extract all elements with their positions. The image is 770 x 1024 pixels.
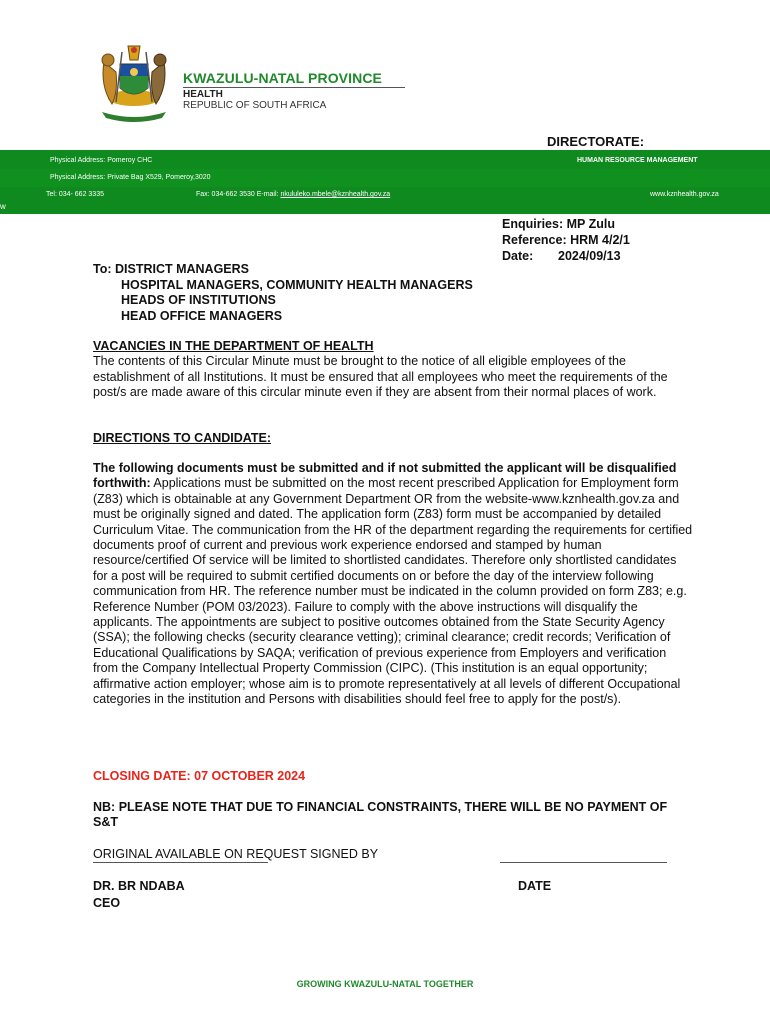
telephone: Tel: 034- 662 3335	[46, 191, 104, 198]
directorate-name: HUMAN RESOURCE MANAGEMENT	[577, 157, 698, 164]
signature-line	[93, 862, 268, 863]
date-value: 2024/09/13	[558, 249, 621, 263]
fax-label: Fax: 034-662 3530 E-mail:	[196, 191, 281, 198]
directions-body: Applications must be submitted on the most recent prescribed Application for Employment form (Z83) which is obtainable at any Government Department OR from the website-www.kznhealth.gov.za and must be originally signed and dated. The application form (Z83) form must be accompanied by detailed Curriculum Vitae. The communication from the HR of the department regarding the requirements for certified documents proof of current and previous work experience endorsed and stamped by human resource/certified Of service will be limited to shortlisted candidates. Therefore only shortlisted candidates for a post will be required to submit certified documents on or before the day of the interview following communication from HR. The reference number must be indicated in the column provided on form Z83; e.g. Reference Number (POM 03/2023). Failure to comply with the above instructions will disqualify the applicants. The appointments are subject to positive outcomes obtained from the State Security Agency (SSA); the following checks (security clearance vetting); criminal clearance; credit records; Verification of Educational Qualifications by SAQA; verification of previous experience from Employers and verification from the Company Intellectual Property Commission (CIPC). (This institution is an equal opportunity; affirmative action employer; whose aim is to promote representatively at all levels of different Occupational categories in the institution and Persons with disabilities should feel free to apply for the post/s).	[93, 476, 693, 707]
nb-note: NB: PLEASE NOTE THAT DUE TO FINANCIAL CONSTRAINTS, THERE WILL BE NO PAYMENT OF S&T	[93, 800, 668, 830]
email-link[interactable]: nkululeko.mbele@kznhealth.gov.za	[280, 191, 391, 198]
date-signature-line	[500, 862, 667, 863]
recipient-line: HEADS OF INSTITUTIONS	[121, 293, 276, 307]
info-band-row-1	[0, 150, 770, 169]
recipients-block	[93, 262, 473, 324]
enquiries: Enquiries: MP Zulu	[502, 217, 615, 231]
vacancies-heading: VACANCIES IN THE DEPARTMENT OF HEALTH	[93, 339, 374, 353]
closing-date: CLOSING DATE: 07 OCTOBER 2024	[93, 769, 306, 783]
info-band-row-2	[0, 169, 770, 187]
vacancies-text: The contents of this Circular Minute must be brought to the notice of all eligible employees of the establishment of all Institutions. It must be ensured that all employees who meet the requirements of the post/s are made aware of this circular minute even if they are absent from their normal places of work.	[93, 354, 668, 400]
recipient-line: To: DISTRICT MANAGERS	[93, 262, 250, 276]
footer-slogan: GROWING KWAZULU-NATAL TOGETHER	[296, 979, 474, 989]
directions-text	[93, 461, 693, 708]
date-signature-label: DATE	[518, 879, 552, 893]
fax-email	[196, 191, 390, 198]
directions-bold: The following documents must be submitted and if not submitted the applicant will be disqualified forthwith:	[93, 461, 677, 491]
vacancies-section	[93, 339, 693, 401]
province-title: KWAZULU-NATAL PROVINCE	[183, 70, 382, 86]
signatory-name: DR. BR NDABA	[93, 879, 185, 893]
letterhead-divider	[183, 87, 405, 88]
recipient-line: HOSPITAL MANAGERS, COMMUNITY HEALTH MANAGERS	[121, 277, 473, 292]
reference-number: Reference: HRM 4/2/1	[502, 233, 630, 247]
directorate-label: DIRECTORATE:	[547, 134, 645, 149]
signatory-title: CEO	[93, 896, 121, 910]
website-link[interactable]: www.kznhealth.gov.za	[650, 191, 719, 198]
date-label: Date:	[502, 249, 534, 263]
letter-date	[502, 248, 630, 264]
w-mark: w	[0, 202, 6, 211]
postal-address: Physical Address: Private Bag X529, Pomeroy,3020	[50, 174, 211, 181]
info-band-row-3	[0, 187, 770, 214]
department-name: HEALTH	[183, 89, 223, 100]
physical-address: Physical Address: Pomeroy CHC	[50, 157, 153, 164]
original-note: ORIGINAL AVAILABLE ON REQUEST SIGNED BY	[93, 847, 379, 861]
reference-block	[502, 216, 630, 264]
recipient-line: HEAD OFFICE MANAGERS	[121, 308, 283, 323]
country-name: REPUBLIC OF SOUTH AFRICA	[183, 100, 327, 111]
directions-heading: DIRECTIONS TO CANDIDATE:	[93, 431, 272, 445]
coat-of-arms-logo	[92, 42, 176, 122]
